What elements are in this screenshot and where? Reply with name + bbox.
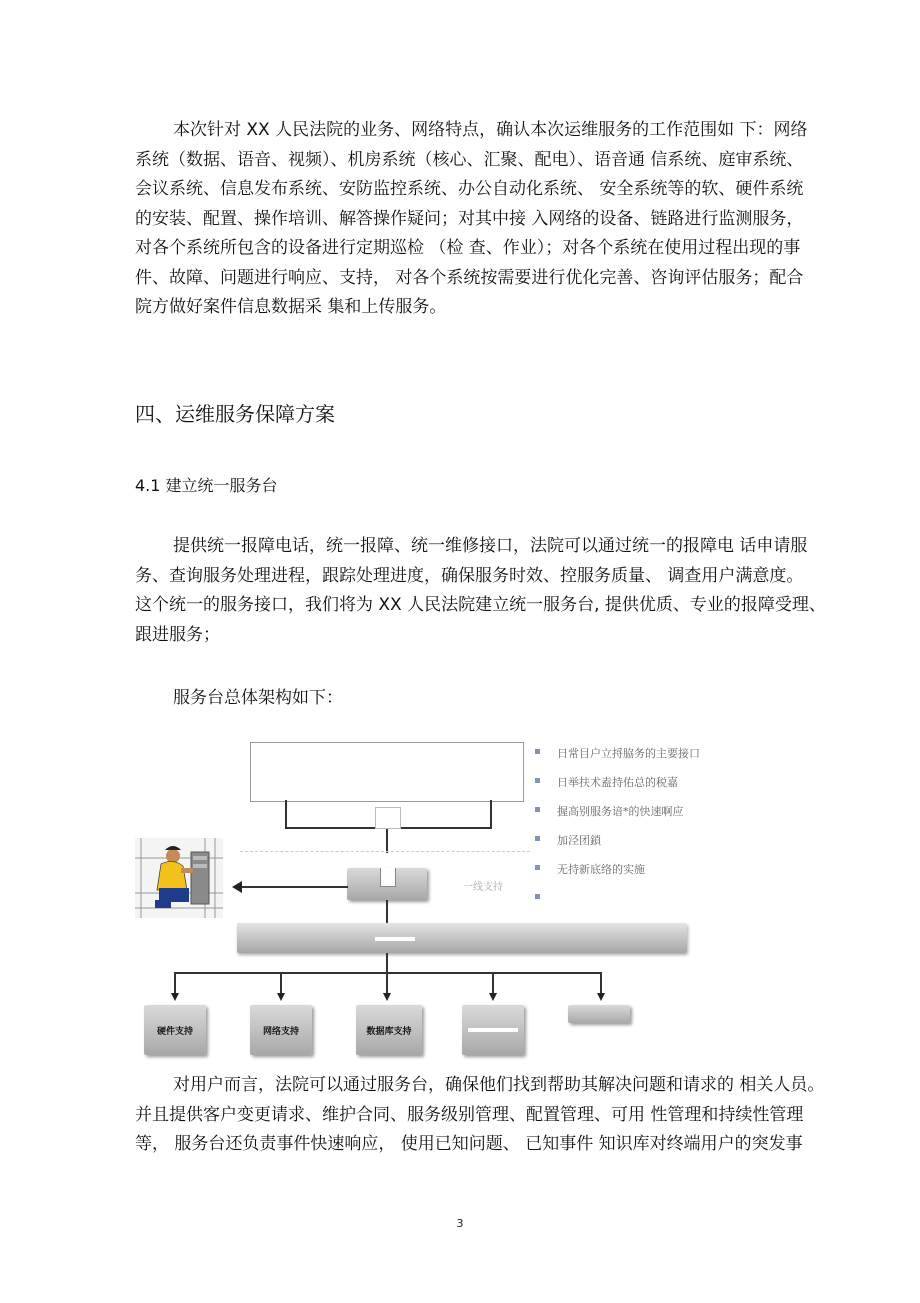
text-line: 会议系统、信息发布系统、安防监控系统、办公自动化系统、 安全系统等的软、硬件系统: [135, 179, 804, 199]
text-line: 并且提供客户变更请求、维护合同、服务级别管理、配置管理、可用 性管理和持续性管理: [135, 1104, 804, 1125]
text-line: 院方做好案件信息数据采 集和上传服务。: [135, 297, 447, 317]
database-support-box: [356, 1005, 422, 1055]
text-line: 对各个系统所包含的设备进行定期巡检 （检 查、作业）；对各个系统在使用过程出现的事: [135, 238, 801, 258]
support-box-4-mark: [468, 1028, 518, 1032]
network-support-box: [250, 1005, 312, 1055]
support-box-5: [568, 1005, 630, 1023]
text-line: 跟进服务；: [135, 624, 220, 645]
branch-line: [386, 972, 388, 994]
bullet-square-icon: [535, 836, 540, 841]
bullet-square-icon: [535, 807, 540, 812]
connector-line: [386, 953, 388, 973]
paragraph-scope: [135, 116, 808, 323]
paragraph-user-benefit: [135, 1071, 825, 1160]
text-line: 提供统一报障电话，统一报障、统一维修接口，法院可以通过统一的报障电 话申请服: [173, 536, 808, 556]
first-line-notch: [380, 868, 396, 887]
section-heading: 四、运维服务保障方案: [135, 402, 335, 426]
branch-arrow: [171, 993, 179, 1001]
branch-line: [600, 972, 602, 994]
text-line: 这个统一的服务接口，我们将为 XX 人民法院建立统一服务台, 提供优质、专业的报障受理、: [135, 595, 826, 615]
bullet-square-icon: [535, 778, 540, 783]
text-line: 系统（数据、语音、视频）、机房系统（核心、汇聚、配电）、语音通 信系统、庭审系统、: [135, 149, 804, 170]
branch-line: [280, 972, 282, 994]
bullet-square-icon: [535, 749, 540, 754]
paragraph-service-desk: [135, 532, 826, 650]
branch-line: [492, 972, 494, 994]
connector-line: [174, 972, 602, 974]
database-support-label: 数据库支持: [366, 1026, 412, 1037]
arrow-head-left: [232, 881, 242, 893]
center-small-box: [375, 807, 401, 829]
text-line: 本次针对 XX 人民法院的业务、网络特点，确认本次运维服务的工作范围如 下：网络: [173, 120, 808, 140]
branch-arrow: [597, 993, 605, 1001]
text-line: 务、查询服务处理进程，跟踪处理进度，确保服务时效、控服务质量、 调查用户满意度。: [135, 565, 804, 586]
network-support-label: 网络支持: [262, 1026, 299, 1037]
text-line: 的安装、配置、操作培训、解答操作疑问；对其中接 入网络的设备、链路进行监测服务，: [135, 208, 804, 229]
subsection-heading: 4.1 建立统一服务台: [135, 476, 278, 495]
text-line: 件、故障、问题进行响应、支持， 对各个系统按需要进行优化完善、咨询评估服务；配合: [135, 267, 804, 288]
branch-arrow: [489, 993, 497, 1001]
hardware-support-box: [144, 1005, 206, 1055]
branch-arrow: [383, 993, 391, 1001]
arrow-to-worker: [238, 886, 348, 888]
connector-line: [386, 900, 388, 923]
service-desk-bar: [237, 923, 687, 953]
service-desk-architecture-diagram: 一线支持 硬件支持 网络支持 数据库支持 日常目户立捋脇务的主要接口 日举扶术盍持佑总的税嘉 握高别服务谙*的快速啊应 加泾团鎖 无持新底络的实施: [130, 735, 790, 1065]
hardware-support-label: 硬件支持: [156, 1026, 193, 1037]
branch-arrow: [277, 993, 285, 1001]
connector-line: [285, 800, 287, 828]
first-line-label: 一线支持: [463, 882, 503, 893]
bullet-square-icon: [535, 894, 540, 899]
technician-image: [135, 838, 223, 918]
text-line: 等， 服务台还负责事件快速响应， 使用已知问题、 已知事件 知识库对终端用户的突发事: [135, 1134, 803, 1154]
page-number: 3: [456, 1217, 464, 1230]
separator-line: [240, 851, 530, 852]
branch-line: [174, 972, 176, 994]
diagram-intro: 服务台总体架构如下：: [173, 688, 343, 708]
bullet-square-icon: [535, 865, 540, 870]
service-desk-bar-mark: [375, 937, 415, 941]
text-line: 对用户而言，法院可以通过服务台，确保他们找到帮助其解决问题和请求的 相关人员。: [173, 1075, 825, 1095]
connector-line: [490, 800, 492, 828]
support-box-4: [462, 1005, 524, 1055]
top-box: [250, 742, 524, 802]
